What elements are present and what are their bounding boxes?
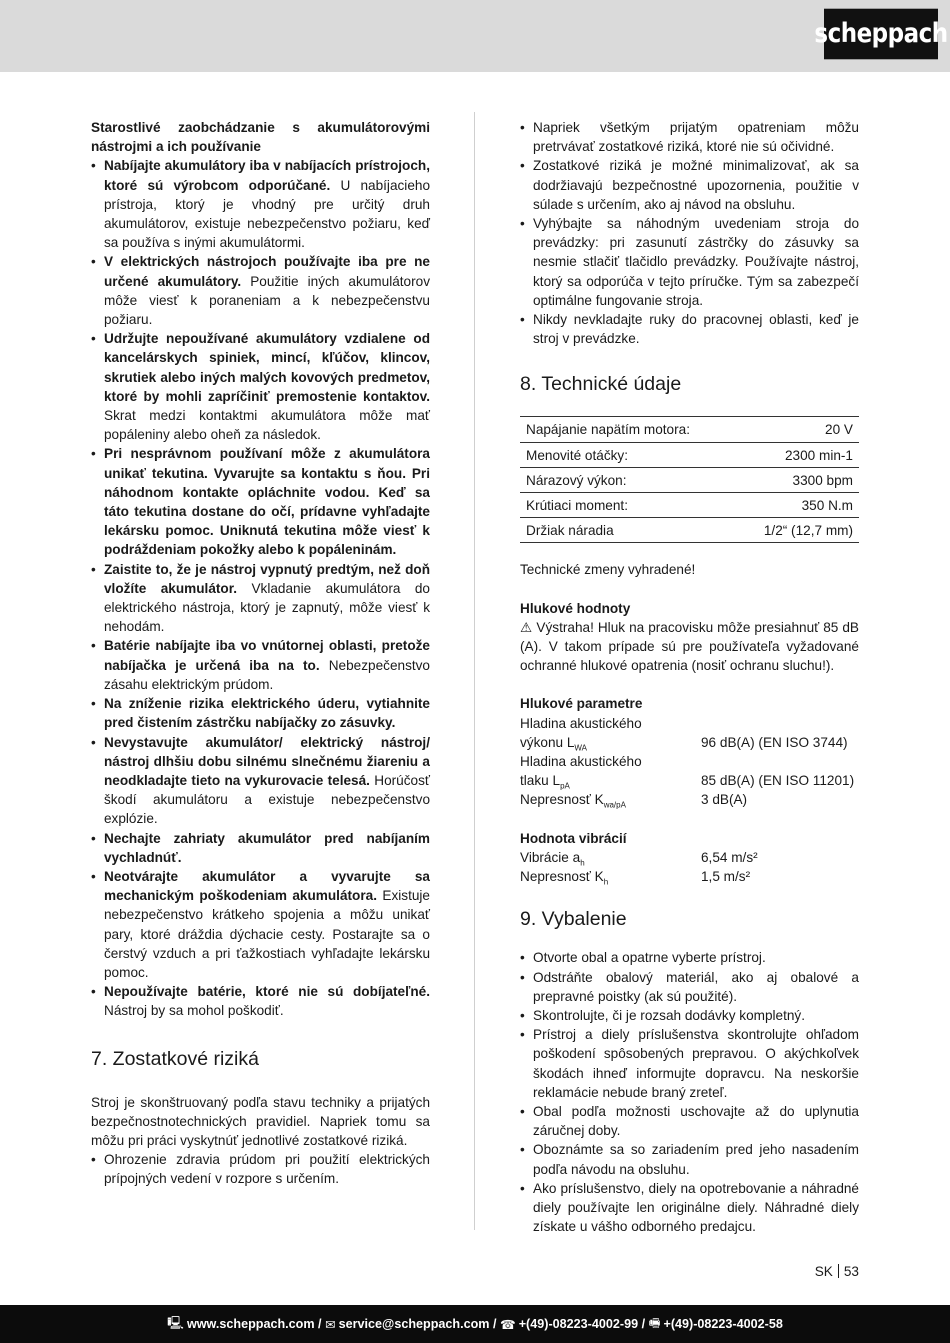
spec-value: 2300 min-1 xyxy=(735,442,859,467)
noise-row-uncertainty xyxy=(520,790,859,809)
list-item-bold: Nevystavujte akumulátor/ elektrický nástroj/ nástroj dlhšiu dobu silnému slnečnému žiareniu a neodkladajte tieto na vykurovacie telesá. xyxy=(104,734,430,788)
right-column xyxy=(520,118,859,1236)
list-item-text: Existuje nebezpečenstvo krátkeho spojenia a môžu unikať pary, ktoré dráždia dýchacie cesty. Postarajte sa o čerstvý vzduch a pri ťažkostiach vyhľadajte lekársku pomoc. xyxy=(104,888,430,980)
noise-heading: Hlukové hodnoty xyxy=(520,600,631,616)
list-item: • Vyhýbajte sa náhodným uvedeniam stroja do prevádzky: pri zasunutí zástrčky do zásuvky sa nesmie stlačiť tlačidlo prevádzky. Používajte nástroj, ktorý sa odporúča v tejto príručke. Tým sa zabezpečí optimálne fungovanie stroja. xyxy=(520,214,859,310)
list-item: • Skontrolujte, či je rozsah dodávky kompletný. xyxy=(520,1006,859,1025)
vibration-row-ah xyxy=(520,848,859,867)
spec-label: Nárazový výkon: xyxy=(520,467,735,492)
list-item: • Ako príslušenstvo, diely na opotrebovanie a náhradné diely používajte len originálne diely. Náhradné diely získate u vášho odborného predajcu. xyxy=(520,1179,859,1237)
list-item-bold: Na zníženie rizika elektrického úderu, vytiahnite pred čistením zástrčku nabíjačky zo zásuvky. xyxy=(104,696,430,731)
noise-params-heading: Hlukové parametre xyxy=(520,696,643,712)
list-item-bold: Nabíjajte akumulátory iba v nabíjacích prístrojoch, ktoré sú výrobcom odporúčané. xyxy=(104,158,430,193)
noise-row-pressure xyxy=(520,771,859,790)
page-lang: SK xyxy=(814,1264,833,1279)
footer-mail-link[interactable]: service@scheppach.com / xyxy=(338,1317,497,1331)
list-item xyxy=(91,829,430,867)
footer-web-link[interactable]: www.scheppach.com / xyxy=(186,1317,322,1331)
list-item: • Napriek všetkým prijatým opatreniam môžu pretrvávať zostatkové riziká, ktoré nie sú očividné. xyxy=(520,118,859,156)
noise-row-power xyxy=(520,733,859,752)
list-item-bold: Nechajte zahriaty akumulátor pred nabíjaním vychladnúť. xyxy=(104,830,430,865)
spec-value: 20 V xyxy=(735,417,859,442)
spec-label: Menovité otáčky: xyxy=(520,442,735,467)
table-row xyxy=(520,417,859,442)
battery-list xyxy=(91,156,430,1020)
list-item-bold: Udržujte nepoužívané akumulátory vzdialene od kancelárskych spiniek, mincí, kľúčov, klincov, skrutiek alebo iných malých kovových predmetov, ktoré by mohli zapríčiniť premostenie kontaktov. xyxy=(104,331,430,404)
table-row xyxy=(520,493,859,518)
noise-row-uncertainty-value: 3 dB(A) xyxy=(701,792,748,808)
list-item-bold: Neotvárajte akumulátor a vyvarujte sa mechanickým poškodeniam akumulátora. xyxy=(104,868,430,904)
table-row xyxy=(520,467,859,492)
section-9-list xyxy=(520,948,859,1236)
vibration-row-ah-value: 6,54 m/s² xyxy=(701,849,758,865)
list-item xyxy=(91,733,430,829)
spec-label: Krútiaci moment: xyxy=(520,493,735,518)
phone-icon: ☎ xyxy=(500,1317,516,1332)
list-item-text: Horúčosť škodí akumulátoru a existuje nebezpečenstvo explózie. xyxy=(104,772,430,827)
noise-row-uncertainty-sub: wa/pA xyxy=(603,801,626,811)
list-item xyxy=(91,636,430,694)
noise-warning xyxy=(520,618,859,676)
noise-row-power-label-2: výkonu L xyxy=(520,734,575,750)
noise-params-block xyxy=(520,714,859,810)
list-item-text: Skrat medzi kontaktmi akumulátora môže mať popáleniny alebo oheň za následok. xyxy=(104,408,430,443)
list-item: • Oboznámte sa so zariadením pred jeho nasadením podľa návodu na obsluhu. xyxy=(520,1140,859,1178)
noise-warning-text: Výstraha! Hluk na pracovisku môže presiahnuť 85 dB (A). V takom prípade sú pre používateľa vyžadované ochranné hlukové opatrenia (nosiť ochranu sluchu!). xyxy=(520,619,859,674)
list-item-text: U nabíjacieho prístroja, ktorý je vhodný pre určitý druh akumulátorov, existuje nebezpečenstvo požiaru, keď sa používa s inými akumulátormi. xyxy=(104,177,430,251)
vibration-heading: Hodnota vibrácií xyxy=(520,830,627,846)
section-7-list-left xyxy=(91,1150,430,1188)
list-item-bold: Zaistite to, že je nástroj vypnutý predtým, než doň vložíte akumulátor. xyxy=(104,561,430,596)
section-8-title: 8. Technické údaje xyxy=(520,373,682,396)
section-7-title: 7. Zostatkové riziká xyxy=(91,1047,259,1070)
list-item-text: Nebezpečenstvo zásahu elektrickým prúdom. xyxy=(104,657,430,692)
warning-triangle-icon: ⚠ xyxy=(520,619,533,635)
list-item: • Odstráňte obalový materiál, ako aj obalové a prepravné poistky (ak sú použité). xyxy=(520,968,859,1006)
spec-value: 350 N.m xyxy=(735,493,859,518)
list-item-bold: Batérie nabíjajte iba vo vnútornej oblasti, pretože nabíjačka je určená iba na to. xyxy=(104,638,430,673)
noise-row-power-label-1: Hladina akustického xyxy=(520,715,642,731)
list-item: • Zostatkové riziká je možné minimalizovať, ak sa dodržiavajú bezpečnostné upozornenia, použitie v súlade s určením, ako aj návod na obsluhu. xyxy=(520,156,859,214)
header-bar xyxy=(0,0,950,72)
list-item: • Obal podľa možnosti uschovajte až do uplynutia záručnej doby. xyxy=(520,1102,859,1140)
list-item-bold: Pri nesprávnom používaní môže z akumulátora unikať tekutina. Vyvarujte sa kontaktu s ňou. Pri náhodnom kontakte opláchnite vodou. Keď sa táto tekutina dostane do očí, prídavne vyhľadajte lekársku pomoc. Uniknutá tekutina môže viesť k podráždeniam pokožky alebo k popáleninám. xyxy=(104,446,430,558)
spec-label: Napájanie napätím motora: xyxy=(520,417,735,442)
vibration-row-k xyxy=(520,867,859,886)
footer-phone: +(49)-08223-4002-99 / xyxy=(518,1317,646,1331)
list-item-text: Použitie iných akumulátorov môže viesť k poraneniam a k nebezpečenstvu požiaru. xyxy=(104,273,430,328)
list-item xyxy=(91,444,430,559)
list-item xyxy=(91,252,430,329)
column-divider xyxy=(474,112,475,1230)
computer-icon: 🖳 xyxy=(167,1315,184,1330)
noise-row-pressure-label-1: Hladina akustického xyxy=(520,754,642,770)
list-item xyxy=(91,156,430,252)
table-row xyxy=(520,442,859,467)
scheppach-logo: scheppach xyxy=(824,9,938,60)
fax-icon: 🖷 xyxy=(648,1315,661,1330)
page-number xyxy=(815,1264,859,1279)
vibration-row-ah-label: Vibrácie a xyxy=(520,849,581,865)
list-item-bold: V elektrických nástrojoch používajte iba pre ne určené akumulátory. xyxy=(104,254,430,289)
noise-row-uncertainty-label: Nepresnosť K xyxy=(520,792,604,808)
footer-fax: +(49)-08223-4002-58 xyxy=(663,1317,783,1331)
list-item: • Otvorte obal a opatrne vyberte prístroj. xyxy=(520,948,859,967)
list-item xyxy=(91,867,430,982)
section-7-list-right xyxy=(520,118,859,348)
noise-row-pressure-sub: pA xyxy=(560,782,570,791)
noise-row-power-sub: WA xyxy=(574,743,588,753)
spec-label: Držiak náradia xyxy=(520,518,735,543)
page-number-separator xyxy=(838,1264,839,1278)
left-column xyxy=(91,118,430,1189)
mail-icon: ✉ xyxy=(325,1317,336,1332)
vibration-row-k-value: 1,5 m/s² xyxy=(701,869,751,885)
table-row xyxy=(520,518,859,543)
tech-spec-table xyxy=(520,416,859,543)
page-number-value: 53 xyxy=(843,1264,859,1279)
vibration-row-k-sub: h xyxy=(603,877,609,887)
noise-row-pressure-value: 85 dB(A) (EN ISO 11201) xyxy=(701,773,855,789)
list-item: • Ohrozenie zdravia prúdom pri použití elektrických prípojných vedení v rozpore s určením. xyxy=(91,1150,430,1188)
list-item xyxy=(91,982,430,1020)
list-item xyxy=(91,329,430,444)
battery-heading: Starostlivé zaobchádzanie s akumulátorovými nástrojmi a ich používanie xyxy=(91,120,430,155)
list-item-text: Nástroj by sa mohol poškodiť. xyxy=(104,1003,284,1019)
noise-row-power-value: 96 dB(A) (EN ISO 3744) xyxy=(701,734,848,750)
list-item xyxy=(91,694,430,732)
spec-value: 1/2“ (12,7 mm) xyxy=(735,518,859,543)
list-item: • Prístroj a diely príslušenstva skontrolujte ohľadom poškodení spôsobených prepravou. O akýchkoľvek škodách ihneď informujte dopravcu. Na neskoršie reklamácie nebude braný zreteľ. xyxy=(520,1025,859,1102)
vibration-row-ah-sub: h xyxy=(580,858,585,868)
tech-note: Technické zmeny vyhradené! xyxy=(520,562,696,578)
list-item xyxy=(91,560,430,637)
footer-bar xyxy=(0,1305,950,1343)
noise-row-pressure-label-2: tlaku L xyxy=(520,773,561,789)
list-item-bold: Nepoužívajte batérie, ktoré nie sú dobíjateľné. xyxy=(104,984,430,1000)
spec-value: 3300 bpm xyxy=(735,467,859,492)
list-item-text: Vkladanie akumulátora do elektrického nástroja, ktorý je zapnutý, môže viesť k nehodám. xyxy=(104,580,430,635)
section-9-title: 9. Vybalenie xyxy=(520,908,627,931)
vibration-row-k-label: Nepresnosť K xyxy=(520,869,604,885)
section-7-intro: Stroj je skonštruovaný podľa stavu techniky a prijatých bezpečnostnotechnických pravidiel. Napriek tomu sa môžu pri práci vyskytnúť jednotlivé zostatkové riziká. xyxy=(91,1094,430,1148)
vibration-block xyxy=(520,848,859,886)
list-item: • Nikdy nevkladajte ruky do pracovnej oblasti, keď je stroj v prevádzke. xyxy=(520,310,859,348)
